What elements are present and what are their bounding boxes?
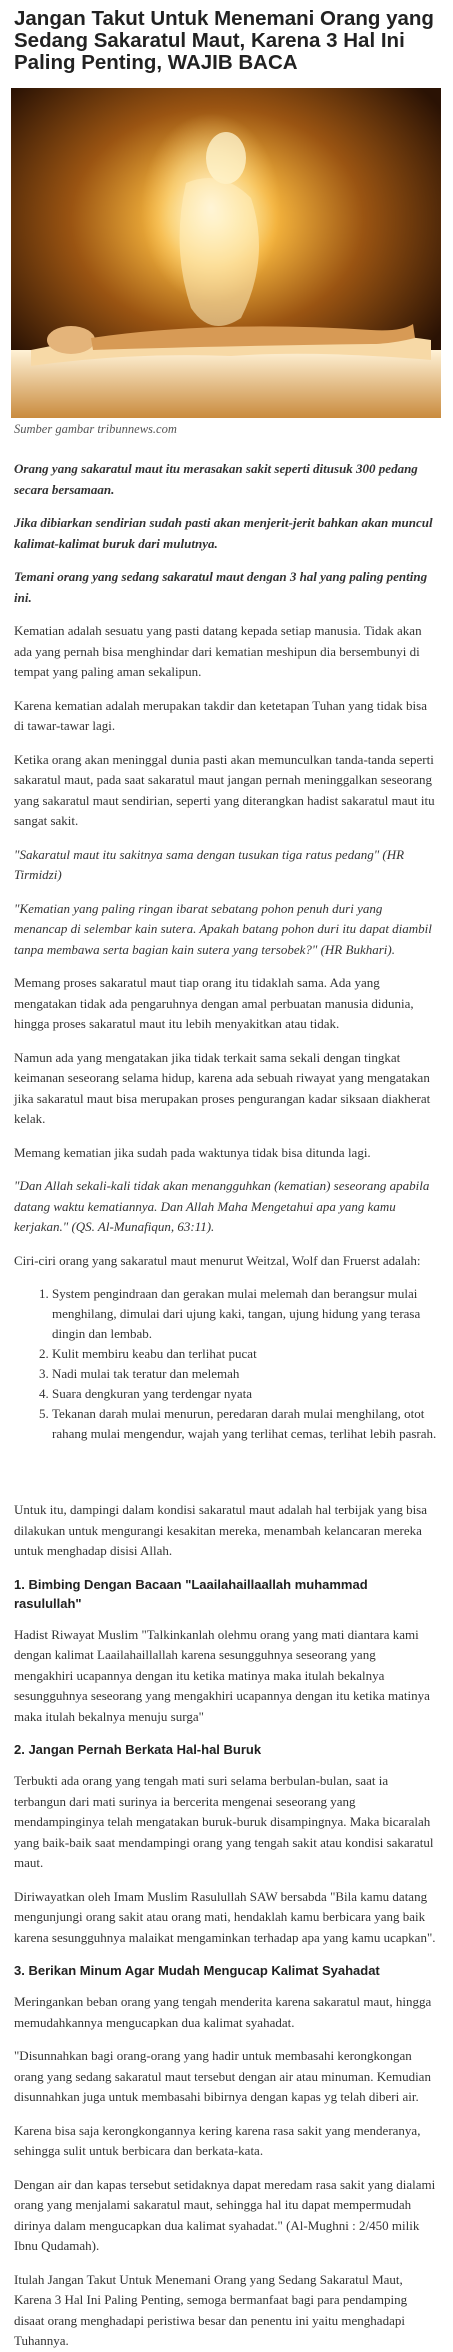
section-heading: 1. Bimbing Dengan Bacaan "Laailahaillaallah muhammad rasulullah" <box>14 1576 368 1611</box>
section-heading: 3. Berikan Minum Agar Mudah Mengucap Kalimat Syahadat <box>14 1963 380 1978</box>
paragraph: Ketika orang akan meninggal dunia pasti akan memunculkan tanda-tanda seperti sakaratul maut, pada saat sakaratul maut jangan pernah meninggalkan seseorang yang sakaratul maut sendirian, seperti yang diterangkan hadist sakaratul maut itu sangat sakit. <box>14 751 435 828</box>
paragraph: Memang proses sakaratul maut tiap orang itu tidaklah sama. Ada yang mengatakan tidak ada pengaruhnya dengan amal perbuatan manusia didunia, hingga proses sakaratul maut itu lebih menyakitkan atau tidak. <box>14 975 414 1031</box>
paragraph: Meringankan beban orang yang tengah menderita karena sakaratul maut, hingga memudahkannya mengucapkan dua kalimat syahadat. <box>14 1994 432 2030</box>
lead-paragraph: Jika dibiarkan sendirian sudah pasti akan menjerit-jerit bahkan akan muncul kalimat-kalimat buruk dari mulutnya. <box>14 515 433 551</box>
list-item: 5. Tekanan darah mulai menurun, peredaran darah mulai menghilang, otot rahang mulai mengendur, wajah yang terlihat cemas, terlihat lebih pasrah. <box>52 1404 437 1444</box>
paragraph: Hadist Riwayat Muslim "Talkinkanlah olehmu orang yang mati diantara kami dengan kalimat Laailahaillallah karena sesungguhnya seseorang yang mengakhiri ucapannya dengan itu ketika matinya maka itulah bekalnya sesungguhnya seseorang yang mengakhiri ucapannya dengan itu ketika matinya maka itulah bekalnya menuju surga" <box>14 1626 430 1724</box>
image-caption: Sumber gambar tribunnews.com <box>14 422 177 436</box>
paragraph: Karena bisa saja kerongkongannya kering karena rasa sakit yang menderanya, sehingga sulit untuk berbicara dan berkata-kata. <box>14 2122 421 2158</box>
lead-paragraph: Orang yang sakaratul maut itu merasakan sakit seperti ditusuk 300 pedang secara bersamaan. <box>14 461 418 497</box>
paragraph: Memang kematian jika sudah pada waktunya tidak bisa ditunda lagi. <box>14 1144 371 1160</box>
article <box>0 8 453 2352</box>
quote: "Kematian yang paling ringan ibarat sebatang pohon penuh duri yang menancap di selembar kain sutera. Apakah batang pohon duri itu dapat diambil tanpa membawa serta bagian kain sutera yang tersobek?" (HR Bukhari). <box>14 900 432 957</box>
list-item: 1. System pengindraan dan gerakan mulai melemah dan berangsur mulai menghilang, dimulai dari ujung kaki, tangan, ujung hidung yang terasa dingin dan lembab. <box>52 1284 437 1344</box>
paragraph: Ciri-ciri orang yang sakaratul maut menurut Weitzal, Wolf dan Fruerst adalah: <box>14 1252 421 1268</box>
quote: "Sakaratul maut itu sakitnya sama dengan tusukan tiga ratus pedang" (HR Tirmidzi) <box>14 846 405 882</box>
signs-list <box>14 1284 437 1444</box>
paragraph: Karena kematian adalah merupakan takdir dan ketetapan Tuhan yang tidak bisa di tawar-tawar lagi. <box>14 697 427 733</box>
list-item: 3. Nadi mulai tak teratur dan melemah <box>52 1364 437 1384</box>
article-title: Jangan Takut Untuk Menemani Orang yang Sedang Sakaratul Maut, Karena 3 Hal Ini Paling Penting, WAJIB BACA <box>14 7 434 74</box>
closing-paragraph: Itulah Jangan Takut Untuk Menemani Orang yang Sedang Sakaratul Maut, Karena 3 Hal Ini Paling Penting, semoga bermanfaat bagi para pendamping disaat orang menghadapi peristiwa besar dan penentu ini yaitu menghadapi Tuhannya. <box>14 2271 408 2348</box>
paragraph: Untuk itu, dampingi dalam kondisi sakaratul maut adalah hal terbijak yang bisa dilakukan untuk mengurangi kesakitan mereka, menambah kelancaran mereka untuk menghadap disisi Allah. <box>14 1502 428 1558</box>
section-heading: 2. Jangan Pernah Berkata Hal-hal Buruk <box>14 1742 262 1757</box>
paragraph: "Disunnahkan bagi orang-orang yang hadir untuk membasahi kerongkongan orang yang sedang sakaratul maut tersebut dengan air atau minuman. Kemudian disunnahkan juga untuk membasahi bibirnya dengan kapas yg telah diberi air. <box>14 2048 431 2104</box>
list-item: 2. Kulit membiru keabu dan terlihat pucat <box>52 1344 437 1364</box>
lead-paragraph: Temani orang yang sedang sakaratul maut dengan 3 hal yang paling penting ini. <box>14 569 428 605</box>
quote: "Dan Allah sekali-kali tidak akan menangguhkan (kematian) seseorang apabila datang waktu kematiannya. Dan Allah Maha Mengetahui apa yang kamu kerjakan." (QS. Al-Munafiqun, 63:11). <box>14 1178 430 1234</box>
paragraph: Terbukti ada orang yang tengah mati suri selama berbulan-bulan, saat ia terbangun dari mati surinya ia bercerita mengenai seseorang yang mendampinginya telah mengatakan buruk-buruk disampingnya. Maka bicaralah yang baik-baik saat mendampingi orang yang tengah sakit atau kondisi sakaratul maut. <box>14 1773 434 1870</box>
paragraph: Kematian adalah sesuatu yang pasti datang kepada setiap manusia. Tidak akan ada yang pernah bisa menghindar dari kematian meshipun dia bersembunyi di tempat yang paling aman sekalipun. <box>14 623 422 679</box>
paragraph: Diriwayatkan oleh Imam Muslim Rasulullah SAW bersabda "Bila kamu datang mengunjungi orang sakit atau orang mati, hendaklah kamu berbicara yang baik karena sesungguhnya malaikat mengaminkan terhadap apa yang kamu ucapkan". <box>14 1888 436 1945</box>
paragraph: Namun ada yang mengatakan jika tidak terkait sama sekali dengan tingkat keimanan seseorang selama hidup, karena ada sebuah riwayat yang mengatakan jika sakaratul maut bisa merupakan proses pengurangan kadar siksaan diakherat kelak. <box>14 1049 431 1126</box>
article-hero-image <box>11 88 441 418</box>
paragraph: Dengan air dan kapas tersebut setidaknya dapat meredam rasa sakit yang dialami orang yang menjalami sakaratul maut, sehingga hal itu dapat mempermudah dirinya dalam mengucapkan dua kalimat syahadat." (Al-Mughni : 2/450 milik Ibnu Qudamah). <box>14 2176 436 2253</box>
list-item: 4. Suara dengkuran yang terdengar nyata <box>52 1384 437 1404</box>
